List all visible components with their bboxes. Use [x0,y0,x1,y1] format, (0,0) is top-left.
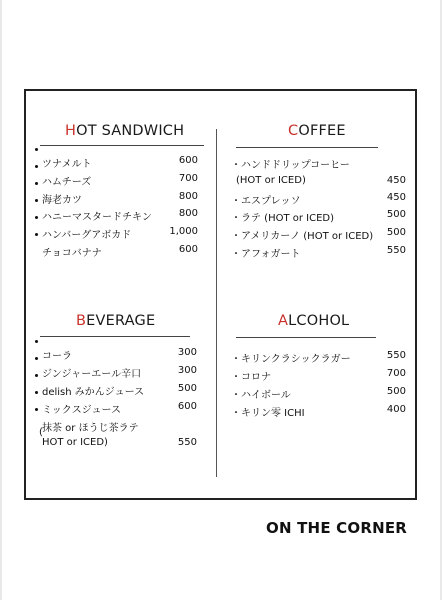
menu-item-price: 400 [386,404,406,415]
menu-item-price: 550 [386,350,406,361]
bullet-dot [35,148,38,151]
menu-item-name: ツナメルト [42,159,92,170]
menu-item-price: 700 [386,368,406,379]
alcohol-underline [236,337,376,338]
hot-sandwich-title-rest: OT SANDWICH [76,123,185,139]
menu-item-price: 500 [177,383,197,394]
menu-item-name: ・キリンクラシックラガー [231,354,351,365]
menu-item-name: コーラ [42,351,72,362]
bullet-dot [35,199,38,202]
menu-item-name: ジンジャーエール辛口 [42,369,142,380]
menu-item-name: 海老カツ [42,195,82,206]
brand-name: ON THE CORNER [266,519,408,537]
menu-item-price: 300 [177,365,197,376]
menu-item-name: 抹茶 or ほうじ茶ラテ [42,423,139,434]
menu-item-name: ・エスプレッソ [231,196,301,207]
menu-item-price: 550 [177,437,197,448]
menu-item-name: ・ハイボール [231,390,291,401]
hot-sandwich-underline [40,145,204,146]
menu-item-price: 800 [178,191,198,202]
bullet-dot [35,357,38,360]
hot-sandwich-title-initial: H [65,123,77,139]
alcohol-title-initial: A [278,313,289,329]
menu-item-name: HOT or ICED) [42,437,108,448]
bullet-dot [35,182,38,185]
hot-sandwich-title [65,123,184,139]
beverage-underline [40,336,190,337]
beverage-title [76,313,155,329]
menu-item-name: ・コロナ [231,372,271,383]
bullet-dot [35,340,38,343]
bullet-dot [35,391,38,394]
coffee-underline [236,147,378,148]
menu-item-price: 500 [386,209,406,220]
column-divider [216,129,217,477]
bullet-dot [35,408,38,411]
page-edge-left [0,0,2,600]
alcohol-title [278,313,349,329]
coffee-title [288,123,346,139]
menu-item-price: 600 [178,155,198,166]
beverage-title-initial: B [76,313,87,329]
menu-item-price: 600 [177,401,197,412]
menu-item-price: 450 [386,175,406,186]
bullet-dot [35,374,38,377]
menu-item-name: ・ラテ (HOT or ICED) [231,213,335,224]
coffee-title-rest: OFFEE [298,123,346,139]
menu-item-price: 800 [178,208,198,219]
coffee-title-initial: C [288,123,299,139]
menu-item-price: 500 [386,386,406,397]
bullet-dot [35,216,38,219]
menu-item-name: ・アメリカーノ (HOT or ICED) [231,231,374,242]
menu-item-name: ミックスジュース [42,405,121,416]
menu-item-price: 700 [178,173,198,184]
menu-item-name: ・ハンドドリップコーヒー [231,160,350,171]
alcohol-title-rest: LCOHOL [288,313,350,329]
menu-item-price: 500 [386,227,406,238]
bullet-dot [35,165,38,168]
menu-item-name: ハンバーグアボカド [42,230,132,241]
menu-item-name: ハニーマスタードチキン [42,212,152,223]
bullet-dot [35,233,38,236]
menu-item-name: ハムチーズ [42,177,92,188]
beverage-title-rest: EVERAGE [86,313,156,329]
menu-item-price: 550 [386,245,406,256]
menu-item-name: ・アフォガート [231,249,301,260]
menu-item-name: ・キリン零 ICHI [231,408,305,419]
menu-item-price: 1,000 [169,226,198,237]
menu-item-price: 600 [178,244,198,255]
menu-item-price: 300 [177,347,197,358]
menu-item-name: チョコバナナ [42,248,102,259]
menu-item-price: 450 [386,192,406,203]
menu-item-name: (HOT or ICED) [236,175,306,186]
menu-item-name: ( [39,427,43,438]
menu-item-name: delish みかんジュース [42,387,145,398]
